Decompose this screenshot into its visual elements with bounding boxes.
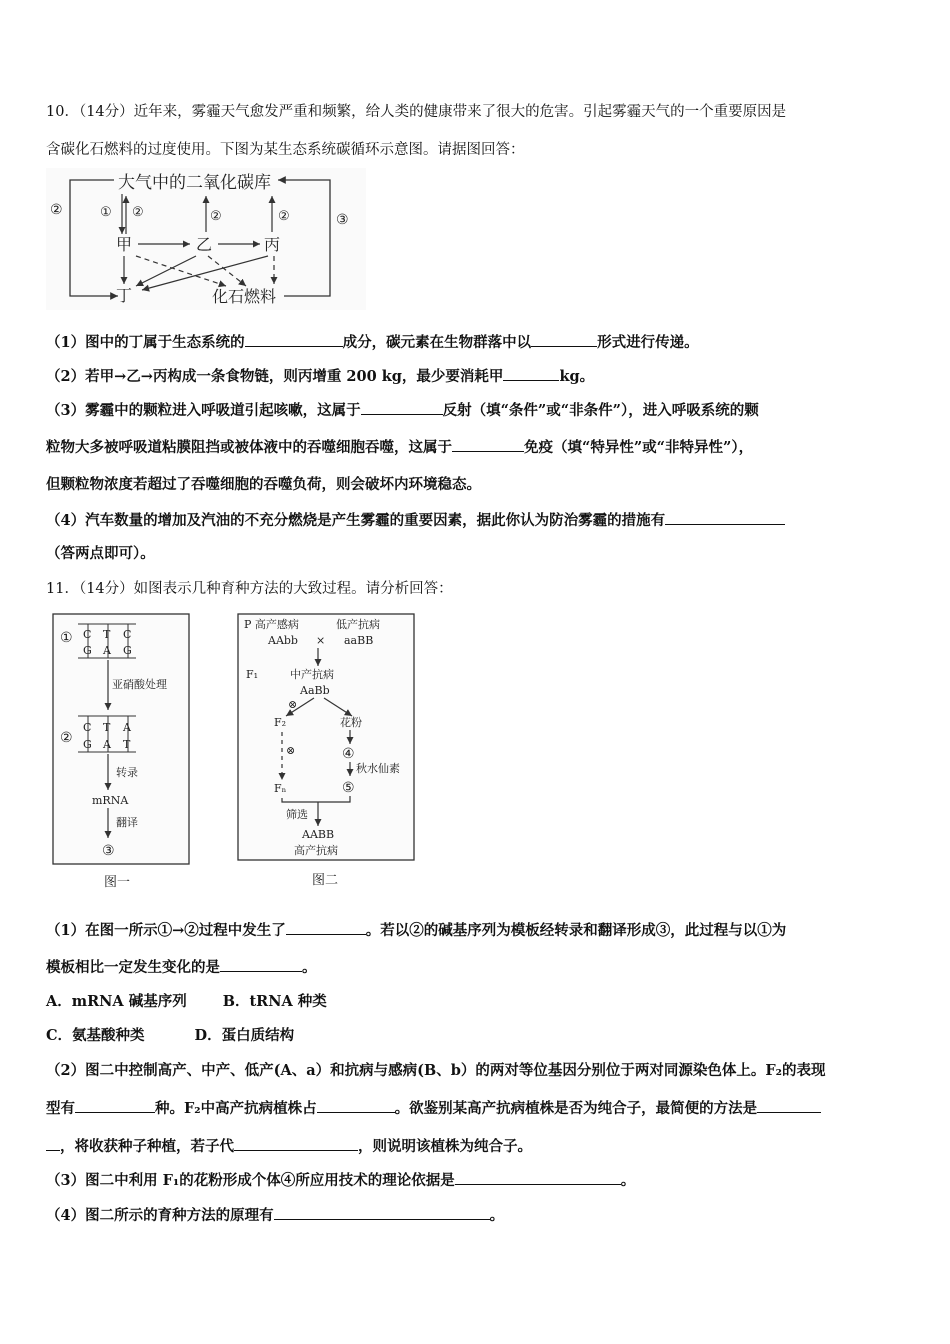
fig1-step-translation: 翻译 — [116, 816, 138, 829]
fig1-base-top-1: C — [83, 628, 92, 641]
fig2-cross: × — [316, 634, 326, 647]
blank-q10-2[interactable] — [503, 366, 559, 381]
fig2-f2-label: F₂ — [274, 716, 287, 729]
blank-q11-2b[interactable] — [317, 1098, 395, 1113]
label-2-left: ② — [50, 202, 63, 218]
fig2-colchicine: 秋水仙素 — [356, 762, 400, 775]
fig1-caption: 图一 — [104, 875, 131, 890]
q11-part3-text-a: （3）图二中利用 F₁的花粉形成个体④所应用技术的理论依据是 — [46, 1172, 455, 1189]
q11-part1-text-a: （1）在图一所示①→②过程中发生了 — [46, 922, 286, 939]
blank-q10-3a[interactable] — [361, 400, 443, 415]
fig1-base2-bottom-2: A — [103, 738, 111, 751]
fig1-step-transcription: 转录 — [116, 766, 138, 779]
fig1-base-bottom-3: G — [123, 644, 132, 657]
fig2-parent-2: 低产抗病 — [336, 618, 380, 631]
q10-part1 — [46, 332, 911, 353]
fig2-caption: 图二 — [312, 873, 339, 888]
q11-part2-text-d: 。欲鉴别某高产抗病植株是否为纯合子，最简便的方法是 — [394, 1100, 758, 1117]
option-c[interactable]: C．氨基酸种类 — [46, 1027, 145, 1044]
q11-part2-text-c: 种。F₂中高产抗病植株占 — [155, 1100, 317, 1117]
q11-part2-line3 — [46, 1136, 911, 1157]
node-bing: 丙 — [264, 235, 281, 254]
fig1-base2-bottom-3: T — [123, 738, 131, 751]
fig1-base-top-2: T — [103, 628, 111, 641]
q11-options-ab — [46, 992, 911, 1012]
q11-options-cd — [46, 1026, 911, 1046]
q10-part1-text-c: 形式进行传递。 — [597, 334, 699, 351]
q10-part3-line3: 但颗粒物浓度若超过了吞噬细胞的吞噬负荷，则会破坏内环境稳态。 — [46, 476, 481, 493]
q11-part2-text-e: ，将收获种子种植，若子代 — [60, 1138, 234, 1155]
blank-q10-4[interactable] — [665, 510, 785, 525]
option-b[interactable]: B．tRNA 种类 — [222, 993, 327, 1010]
q11-part1-line1 — [46, 920, 911, 941]
q11-part1-text-d: 。 — [302, 959, 317, 976]
blank-q11-1a[interactable] — [286, 920, 366, 935]
q11-part1-text-b: 。若以②的碱基序列为模板经转录和翻译形成③，此过程与以①为 — [365, 922, 787, 939]
node-jia: 甲 — [116, 235, 133, 254]
q11-part1-text-c: 模板相比一定发生变化的是 — [46, 959, 220, 976]
q10-part3-text-d: 免疫（填“特异性”或“非特异性”）， — [524, 439, 754, 456]
q10-part3-text-c: 粒物大多被呼吸道粘膜阻挡或被体液中的吞噬细胞吞噬，这属于 — [46, 439, 452, 456]
fig2-fn-label: Fₙ — [274, 782, 287, 795]
fig1-base-bottom-1: G — [83, 644, 92, 657]
label-1: ① — [100, 205, 112, 220]
fig2-result-genotype: AABB — [302, 828, 335, 841]
fig2-self-cross-2: ⊗ — [286, 744, 296, 757]
label-3-right: ③ — [336, 212, 349, 228]
fig2-f1-genotype: AaBb — [300, 684, 330, 697]
fig2-f1-label: F₁ — [246, 668, 259, 681]
q11-part2-line1: （2）图二中控制高产、中产、低产(A、a）和抗病与感病(B、b）的两对等位基因分别位于两对同源染色体上。F₂的表现 — [46, 1062, 826, 1079]
q11-part3-text-b: 。 — [620, 1172, 636, 1189]
q11-header: 11．（14分）如图表示几种育种方法的大致过程。请分析回答： — [46, 581, 453, 597]
fig2-label-5: ⑤ — [342, 780, 355, 796]
figure-2-breeding — [234, 612, 419, 892]
fig1-mrna: mRNA — [92, 794, 129, 807]
q10-part1-text-b: 成分，碳元素在生物群落中以 — [342, 334, 532, 351]
fig2-select: 筛选 — [286, 808, 308, 821]
q10-header-cont: 含碳化石燃料的过度使用。下图为某生态系统碳循环示意图。请据图回答： — [46, 142, 525, 158]
q10-part3-text-b: 反射（填“条件”或“非条件”），进入呼吸系统的颗 — [442, 402, 759, 419]
fig2-label-4: ④ — [342, 746, 355, 762]
option-a[interactable]: A．mRNA 碱基序列 — [46, 993, 187, 1010]
blank-q11-3[interactable] — [455, 1170, 621, 1185]
blank-q11-2c-cont[interactable] — [46, 1136, 60, 1151]
q11-part2-text-f: ，则说明该植株为纯合子。 — [358, 1138, 532, 1155]
q10-part2-text-b: kg。 — [559, 368, 595, 385]
q10-part4-text-a: （4）汽车数量的增加及汽油的不充分燃烧是产生雾霾的重要因素，据此你认为防治雾霾的措施有 — [46, 512, 666, 529]
fig1-base2-top-2: T — [103, 721, 111, 734]
fig1-step-nitrous: 亚硝酸处理 — [112, 678, 167, 691]
figure-1-mutation — [50, 612, 195, 892]
fig1-label-3: ③ — [102, 843, 115, 859]
fig1-label-2: ② — [60, 730, 73, 746]
carbon-cycle-diagram — [46, 168, 366, 310]
q11-part4 — [46, 1205, 911, 1226]
fig2-genotype-1: AAbb — [268, 634, 298, 647]
q10-part3-line1 — [46, 400, 911, 421]
fig1-label-1: ① — [60, 630, 73, 646]
blank-q11-2d[interactable] — [234, 1136, 358, 1151]
node-yi: 乙 — [196, 235, 213, 254]
q11-part4-text-a: （4）图二所示的育种方法的原理有 — [46, 1207, 274, 1224]
blank-q10-1b[interactable] — [531, 332, 597, 347]
co2-pool-label: 大气中的二氧化碳库 — [118, 173, 271, 193]
option-d[interactable]: D．蛋白质结构 — [194, 1027, 295, 1044]
fig2-f1-phenotype: 中产抗病 — [290, 668, 334, 681]
fig1-base-top-3: C — [123, 628, 132, 641]
fig2-pollen: 花粉 — [340, 716, 362, 729]
q10-part2-text-a: （2）若甲→乙→丙构成一条食物链，则丙增重 200 kg，最少要消耗甲 — [46, 368, 504, 385]
node-ding: 丁 — [116, 286, 133, 305]
q10-part2 — [46, 366, 911, 387]
fig1-base2-top-1: C — [83, 721, 92, 734]
fig2-result-phenotype: 高产抗病 — [294, 844, 338, 857]
label-2-b: ② — [210, 209, 222, 224]
q11-part3 — [46, 1170, 911, 1191]
q10-header: 10．（14分）近年来，雾霾天气愈发严重和频繁，给人类的健康带来了很大的危害。引起雾霾天气的一个重要原因是 — [46, 104, 787, 120]
node-fuel: 化石燃料 — [212, 287, 277, 306]
q10-part1-text-a: （1）图中的丁属于生态系统的 — [46, 334, 245, 351]
q11-part2-text-b: 型有 — [46, 1100, 75, 1117]
fig1-base-bottom-2: A — [103, 644, 111, 657]
fig2-genotype-2: aaBB — [344, 634, 374, 647]
q11-part1-line2 — [46, 957, 911, 978]
fig1-base2-bottom-1: G — [83, 738, 92, 751]
fig1-base2-top-3: A — [123, 721, 131, 734]
q11-part4-text-b: 。 — [489, 1207, 505, 1224]
blank-q11-4[interactable] — [274, 1205, 490, 1220]
q10-part4-line1 — [46, 510, 911, 531]
blank-q10-3b[interactable] — [452, 437, 524, 452]
label-2-a: ② — [132, 205, 144, 220]
q10-part4-line2: （答两点即可）。 — [46, 545, 155, 562]
blank-q11-2a[interactable] — [75, 1098, 155, 1113]
q10-part3-text-a: （3）雾霾中的颗粒进入呼吸道引起咳嗽，这属于 — [46, 402, 361, 419]
fig2-parent-1: P 高产感病 — [244, 618, 299, 631]
blank-q10-1a[interactable] — [245, 332, 343, 347]
fig2-self-cross-1: ⊗ — [288, 698, 298, 711]
label-2-c: ② — [278, 209, 290, 224]
blank-q11-1b[interactable] — [220, 957, 302, 972]
blank-q11-2c[interactable] — [757, 1098, 821, 1113]
q11-part2-line2 — [46, 1098, 911, 1119]
q10-part3-line2 — [46, 437, 911, 458]
